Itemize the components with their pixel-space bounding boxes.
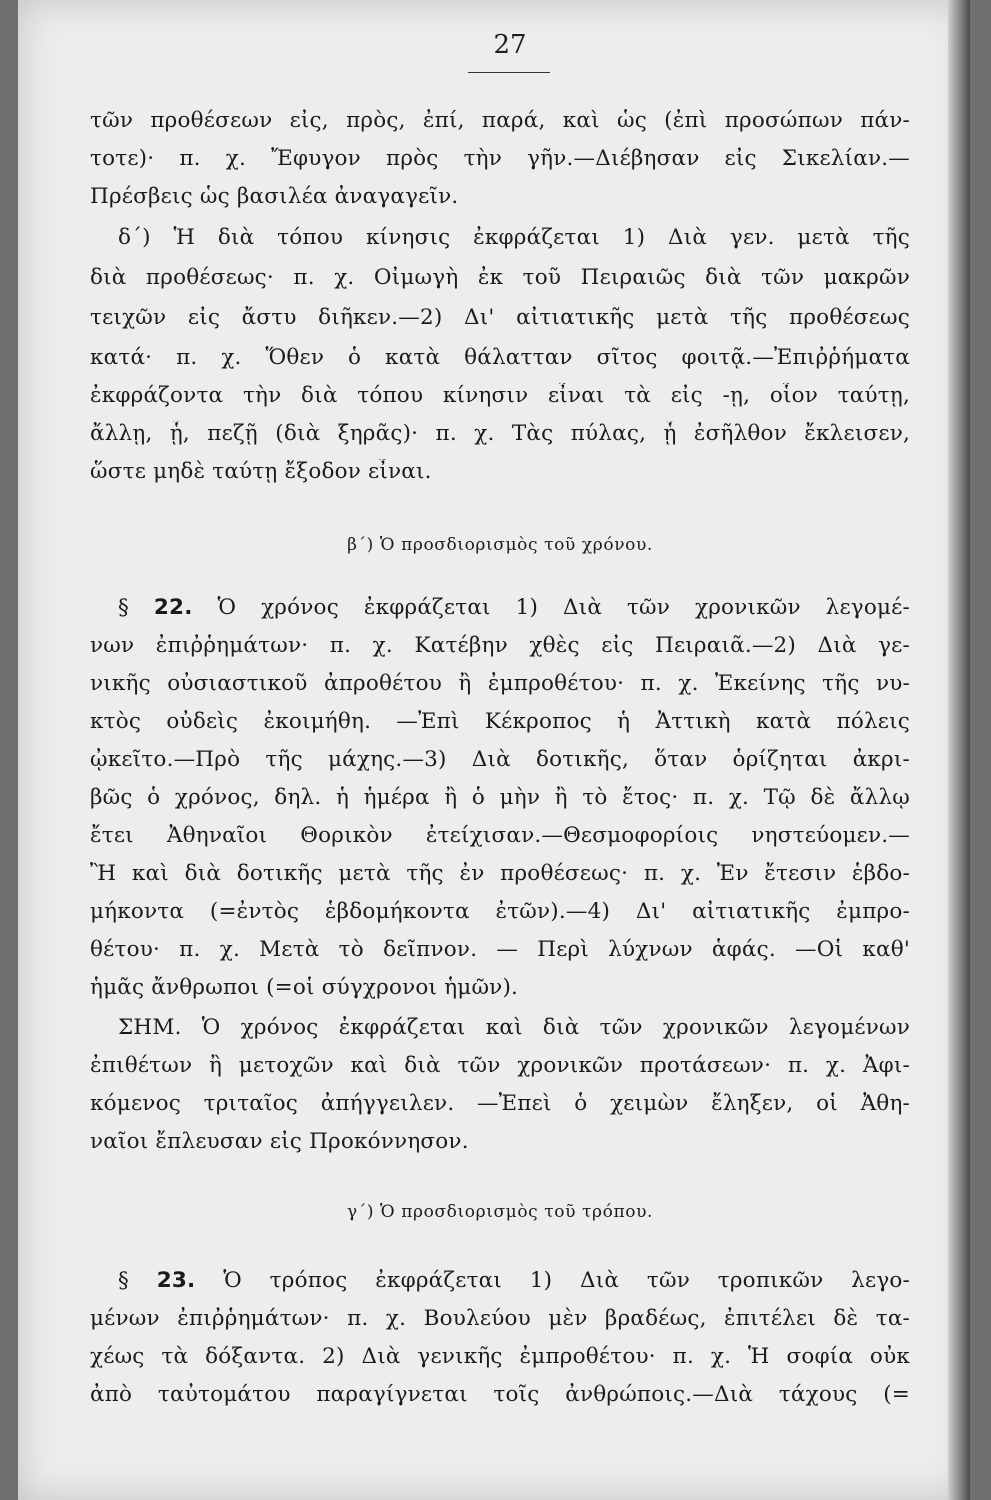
section-number: 22. [153, 595, 193, 620]
text-line: ἔτει Ἀθηναῖοι Θορικὸν ἐτείχισαν.—Θεσμοφορίοις νηστεύομεν.— [90, 823, 910, 848]
text-line: ἡμᾶς ἄνθρωποι (=οἱ σύγχρονοι ἡμῶν). [90, 975, 519, 1000]
text-line: Ἢ καὶ διὰ δοτικῆς μετὰ τῆς ἐν προθέσεως· π. χ. Ἐν ἔτεσιν ἑβδο- [90, 861, 910, 886]
text-line: Πρέσβεις ὡς βασιλέα ἀναγαγεῖν. [90, 184, 459, 209]
page-edge-shadow [948, 0, 970, 1500]
section-heading-gamma: γ΄) Ὁ προσδιορισμὸς τοῦ τρόπου. [346, 1202, 654, 1222]
text-line: Ὁ τρόπος ἐκφράζεται 1) Διὰ τῶν τροπικῶν λεγο- [223, 1268, 910, 1293]
section-number: 23. [156, 1268, 196, 1293]
note-line: κόμενος τριταῖος ἀπήγγειλεν. —Ἐπεὶ ὁ χειμὼν ἔληξεν, οἱ Ἀθη- [90, 1091, 910, 1116]
text-line: μένων ἐπιῤῥημάτων· π. χ. Βουλεύου μὲν βραδέως, ἐπιτέλει δὲ τα- [90, 1306, 910, 1331]
text-line: βῶς ὁ χρόνος, δηλ. ἡ ἡμέρα ἢ ὁ μὴν ἢ τὸ ἔτος· π. χ. Τῷ δὲ ἄλλῳ [90, 785, 910, 810]
text-line: μήκοντα (=ἐντὸς ἑβδομήκοντα ἐτῶν).—4) Δι' αἰτιατικῆς ἐμπρο- [90, 899, 910, 924]
note-line: ΣΗΜ. Ὁ χρόνος ἐκφράζεται καὶ διὰ τῶν χρονικῶν λεγομένων [118, 1015, 910, 1040]
page-number-rule [468, 72, 550, 73]
text-line: ᾠκεῖτο.—Πρὸ τῆς μάχης.—3) Διὰ δοτικῆς, ὅταν ὁρίζηται ἀκρι- [90, 747, 910, 772]
text-line: νων ἐπιῤῥημάτων· π. χ. Κατέβην χθὲς εἰς Πειραιᾶ.—2) Διὰ γε- [90, 633, 910, 658]
text-line: θέτου· π. χ. Μετὰ τὸ δεῖπνον. — Περὶ λύχνων ἁφάς. —Οἱ καθ' [90, 937, 910, 962]
text-line: χέως τὰ δόξαντα. 2) Διὰ γενικῆς ἐμπροθέτου· π. χ. Ἡ σοφία οὐκ [90, 1344, 910, 1369]
section-heading-beta: β΄) Ὁ προσδιορισμὸς τοῦ χρόνου. [347, 535, 653, 555]
section-marker: § [118, 1268, 129, 1293]
note-line: ἐπιθέτων ἢ μετοχῶν καὶ διὰ τῶν χρονικῶν προτάσεων· π. χ. Ἀφι- [90, 1053, 910, 1078]
section-marker: § [118, 595, 129, 620]
text-line: διὰ προθέσεως· π. χ. Οἰμωγὴ ἐκ τοῦ Πειραιῶς διὰ τῶν μακρῶν [90, 265, 910, 290]
text-line: τειχῶν εἰς ἄστυ διῆκεν.—2) Δι' αἰτιατικῆς μετὰ τῆς προθέσεως [90, 305, 910, 330]
text-line: δ΄) Ἡ διὰ τόπου κίνησις ἐκφράζεται 1) Διὰ γεν. μετὰ τῆς [118, 225, 910, 250]
text-line: ἀπὸ ταὐτομάτου παραγίγνεται τοῖς ἀνθρώποις.—Διὰ τάχους (= [90, 1382, 910, 1407]
section-23-first-line [118, 1268, 910, 1293]
text-line: νικῆς οὐσιαστικοῦ ἀπροθέτου ἢ ἐμπροθέτου· π. χ. Ἐκείνης τῆς νυ- [90, 671, 910, 696]
book-page [18, 0, 970, 1500]
note-line: ναῖοι ἔπλευσαν εἰς Προκόννησον. [90, 1129, 469, 1154]
text-line: Ὁ χρόνος ἐκφράζεται 1) Διὰ τῶν χρονικῶν λεγομέ- [217, 595, 910, 620]
text-line: τοτε)· π. χ. Ἔφυγον πρὸς τὴν γῆν.—Διέβησαν εἰς Σικελίαν.— [90, 146, 910, 171]
text-line: ἐκφράζοντα τὴν διὰ τόπου κίνησιν εἶναι τὰ εἰς -ῃ, οἷον ταύτῃ, [90, 383, 910, 408]
text-line: ὥστε μηδὲ ταύτῃ ἔξοδον εἶναι. [90, 459, 432, 484]
page-number: 27 [493, 30, 527, 60]
section-22-first-line [118, 595, 910, 620]
text-line: τῶν προθέσεων εἰς, πρὸς, ἐπί, παρά, καὶ ὡς (ἐπὶ προσώπων πάν- [90, 108, 910, 133]
text-line: κτὸς οὐδεὶς ἐκοιμήθη. —Ἐπὶ Κέκροπος ἡ Ἀττικὴ κατὰ πόλεις [90, 709, 910, 734]
text-line: κατά· π. χ. Ὅθεν ὁ κατὰ θάλατταν σῖτος φοιτᾷ.—Ἐπιῤῥήματα [90, 345, 910, 370]
text-line: ἄλλῃ, ᾗ, πεζῇ (διὰ ξηρᾶς)· π. χ. Τὰς πύλας, ᾗ ἐσῆλθον ἔκλεισεν, [90, 421, 910, 446]
